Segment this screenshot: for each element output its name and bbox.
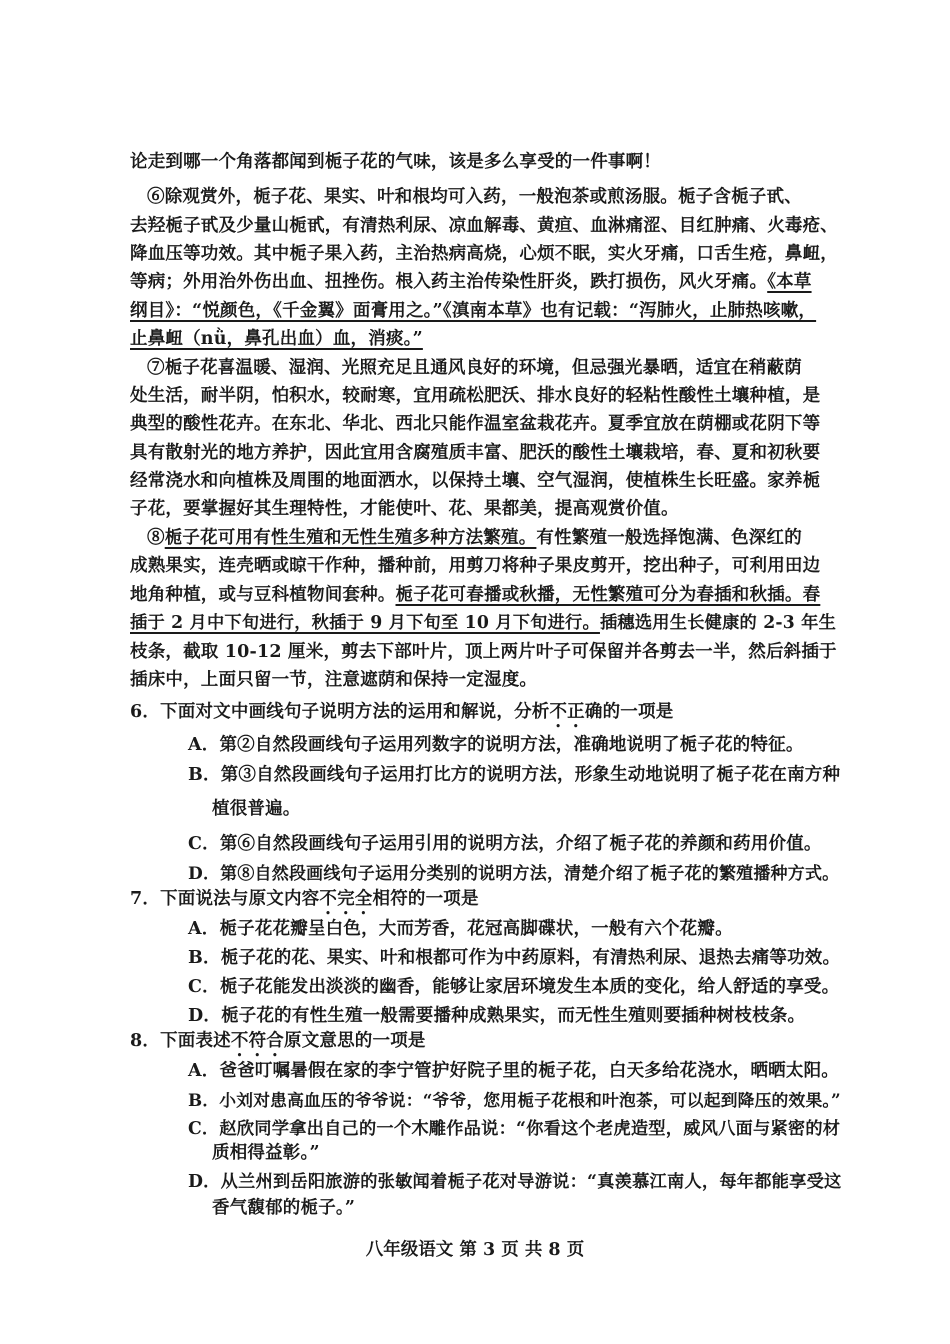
answer-option: A．栀子花花瓣呈白色，大而芳香，花冠高脚碟状，一般有六个花瓣。: [188, 919, 733, 939]
question-stem: [130, 887, 479, 919]
answer-option: C．栀子花能发出淡淡的幽香，能够让家居环境发生本质的变化，给人舒适的享受。: [188, 977, 840, 997]
answer-option: 植很普遍。: [212, 799, 301, 819]
question-stem: [130, 1029, 426, 1061]
passage-line: [147, 526, 802, 550]
emphasis-mark: 不符合: [230, 1031, 284, 1051]
answer-option: A．爸爸叮嘱暑假在家的李宁管护好院子里的栀子花，白天多给花浇水，晒晒太阳。: [188, 1061, 839, 1081]
answer-option: C．第⑥自然段画线句子运用引用的说明方法，介绍了栀子花的养颜和药用价值。: [188, 834, 822, 854]
answer-option: B．栀子花的花、果实、叶和根都可作为中药原料，有清热利尿、退热去痛等功效。: [188, 948, 841, 968]
underlined-sentence: 栀子花可春播或秋播，无性繁殖可分为春插和秋插。春: [395, 585, 821, 605]
answer-option: 质相得益彰。”: [212, 1143, 320, 1163]
underlined-sentence: 插于 2 月中下旬进行，秋插于 9 月下旬至 10 月下旬进行。: [130, 613, 600, 633]
underlined-sentence: 止鼻衄（nǜ，鼻孔出血）血，消痰。”: [130, 329, 423, 349]
passage-text: 地角种植，或与豆科植物间套种。: [130, 585, 396, 605]
emphasis-mark: 不正: [549, 702, 585, 722]
answer-option: A．第②自然段画线句子运用列数字的说明方法，准确地说明了栀子花的特征。: [188, 735, 804, 755]
passage-text: 有性繁殖一般选择饱满、色深红的: [536, 528, 802, 548]
question-stem: [130, 700, 673, 732]
stem-text: 6．下面对文中画线句子说明方法的运用和解说，分析: [130, 702, 550, 722]
answer-option: C．赵欣同学拿出自己的一个木雕作品说：“你看这个老虎造型，威风八面与紧密的材: [188, 1119, 841, 1139]
passage-line: 去羟栀子甙及少量山栀甙，有清热利尿、凉血解毒、黄疸、血淋痛涩、目红肿痛、火毒疮、: [130, 216, 838, 236]
underlined-sentence: 栀子花可用有性生殖和无性生殖多种方法繁殖。: [164, 528, 537, 548]
passage-line: 子花，要掌握好其生理特性，才能使叶、花、果都美，提高观赏价值。: [130, 499, 679, 519]
underlined-sentence: 纲目》：“悦颜色，《千金翼》面膏用之。”《滇南本草》也有记载：“泻肺火，止肺热咳嗽，: [130, 301, 817, 321]
underlined-sentence: 《本草: [767, 272, 812, 292]
passage-line: 枝条，截取 10-12 厘米，剪去下部叶片，顶上两片叶子可保留并各剪去一半，然后斜插于: [130, 642, 837, 662]
passage-line: 降血压等功效。其中栀子果入药，主治热病高烧，心烦不眠，实火牙痛，口舌生疮，鼻衄，: [130, 244, 838, 264]
passage-line: 插床中，上面只留一节，注意遮荫和保持一定湿度。: [130, 670, 538, 690]
passage-line: 论走到哪一个角落都闻到栀子花的气味，该是多么享受的一件事啊！: [130, 152, 661, 172]
answer-option: D．第⑧自然段画线句子运用分类别的说明方法，清楚介绍了栀子花的繁殖播种方式。: [188, 864, 840, 884]
page-footer: 八年级语文 第 3 页 共 8 页: [365, 1240, 585, 1260]
stem-text: 8．下面表述: [130, 1031, 231, 1051]
passage-line: ⑥除观赏外，栀子花、果实、叶和根均可入药，一般泡茶或煎汤服。栀子含栀子甙、: [147, 187, 802, 207]
passage-line: 具有散射光的地方养护，因此宜用含腐殖质丰富、肥沃的酸性土壤栽培，春、夏和初秋要: [130, 443, 821, 463]
answer-option: D．栀子花的有性生殖一般需要播种成熟果实，而无性生殖则要插种树枝枝条。: [188, 1006, 806, 1026]
passage-text: 等病；外用治外伤出血、扭挫伤。根入药主治传染性肝炎，跌打损伤，风火牙痛。: [130, 272, 768, 292]
stem-text: 原文意思的一项是: [284, 1031, 426, 1051]
passage-line: [130, 611, 836, 635]
passage-line: ⑦栀子花喜温暖、湿润、光照充足且通风良好的环境，但忌强光暴晒，适宜在稍蔽荫: [147, 358, 802, 378]
passage-line: 成熟果实，连壳晒或晾干作种，播种前，用剪刀将种子果皮剪开，挖出种子，可利用田边: [130, 556, 821, 576]
passage-line: 典型的酸性花卉。在东北、华北、西北只能作温室盆栽花卉。夏季宜放在荫棚或花阴下等: [130, 414, 821, 434]
stem-text: 7．下面说法与原文内容: [130, 889, 320, 909]
passage-text: ⑧: [147, 528, 165, 548]
passage-text: 插穗选用生长健康的 2-3 年生: [599, 613, 837, 633]
passage-line: 处生活，耐半阴，怕积水，较耐寒，宜用疏松肥沃、排水良好的轻粘性酸性土壤种植，是: [130, 386, 821, 406]
answer-option: B．小刘对患高血压的爷爷说：“爷爷，您用栀子花根和叶泡茶，可以起到降压的效果。”: [188, 1090, 841, 1110]
passage-line: 经常浇水和向植株及周围的地面洒水，以保持土壤、空气湿润，使植株生长旺盛。家养栀: [130, 471, 821, 491]
stem-text: 确的一项是: [584, 702, 674, 722]
passage-line: [130, 583, 820, 607]
stem-text: 相符的一项是: [372, 889, 479, 909]
passage-line: [130, 270, 812, 294]
answer-option: 香气馥郁的栀子。”: [212, 1198, 356, 1218]
answer-option: D．从兰州到岳阳旅游的张敏闻着栀子花对导游说：“真羡慕江南人，每年都能享受这: [188, 1172, 842, 1192]
answer-option: B．第③自然段画线句子运用打比方的说明方法，形象生动地说明了栀子花在南方种: [188, 765, 841, 785]
emphasis-mark: 不完全: [319, 889, 373, 909]
